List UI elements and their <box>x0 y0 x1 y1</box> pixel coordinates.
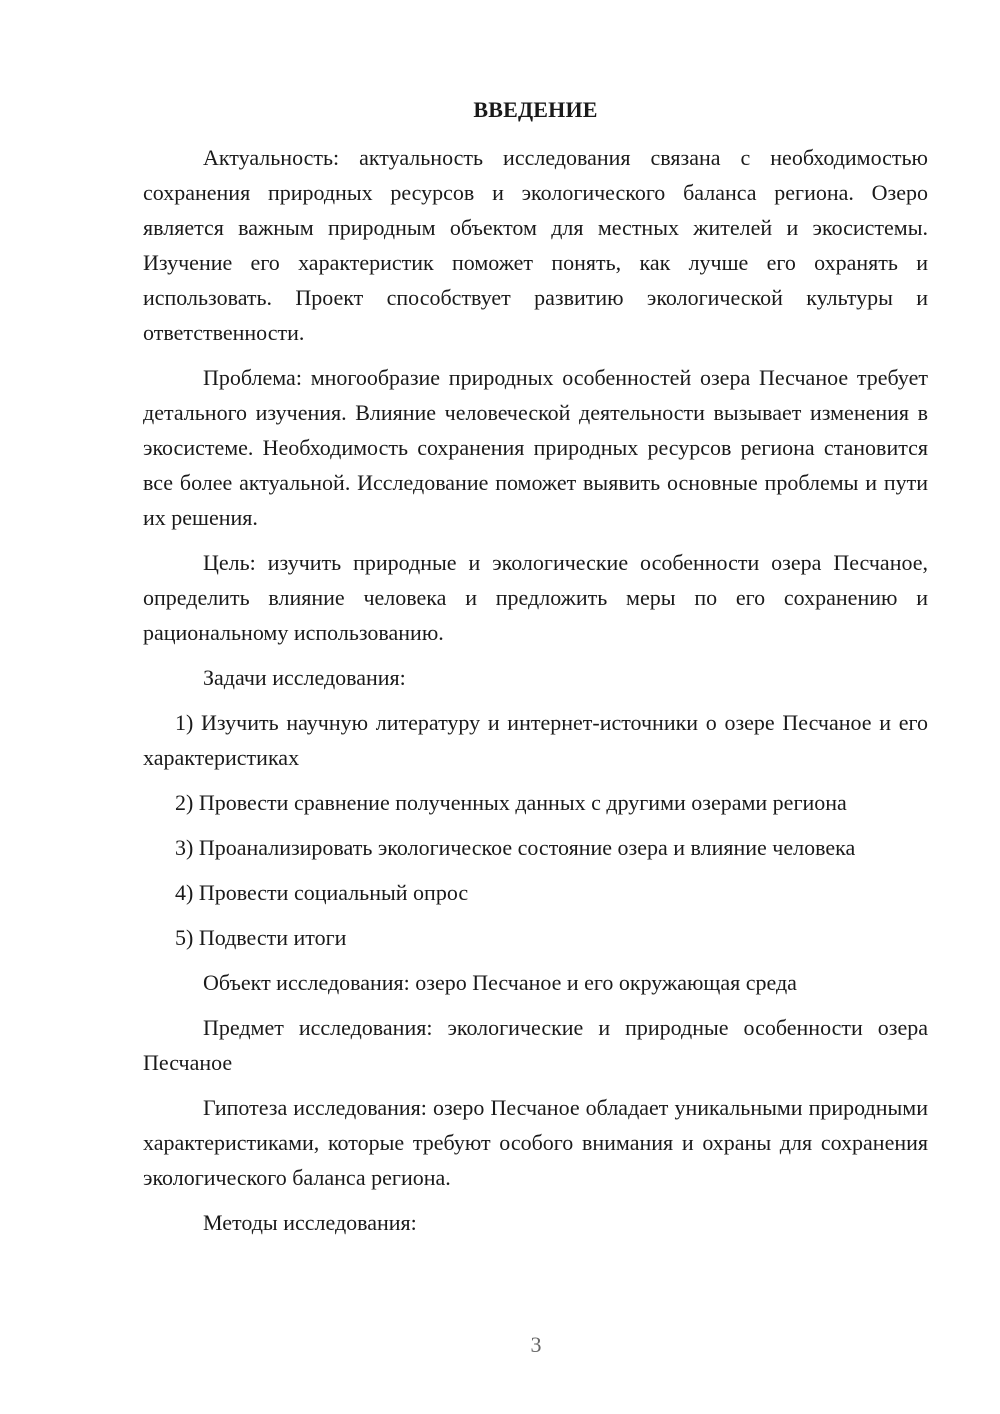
methods-heading: Методы исследования: <box>203 1210 417 1235</box>
list-item: 5) Подвести итоги <box>175 925 347 950</box>
paragraph-subject: Предмет исследования: экологические и природные особенности озера Песчаное <box>143 1015 928 1075</box>
section-title: ВВЕДЕНИЕ <box>473 97 598 122</box>
paragraph-hypothesis: Гипотеза исследования: озеро Песчаное обладает уникальными природными характеристиками, которые требуют особого внимания и охраны для сохранения экологического баланса региона. <box>143 1095 928 1190</box>
list-item: 1) Изучить научную литературу и интернет-источники о озере Песчаное и его характеристиках <box>143 710 928 770</box>
list-item: 3) Проанализировать экологическое состояние озера и влияние человека <box>175 835 856 860</box>
document-page <box>143 95 928 1250</box>
paragraph-problem: Проблема: многообразие природных особенностей озера Песчаное требует детального изучения. Влияние человеческой деятельности вызывает изменения в экосистеме. Необходимость сохранения природных ресурсов региона становится все более актуальной. Исследование поможет выявить основные проблемы и пути их решения. <box>143 365 928 530</box>
tasks-heading: Задачи исследования: <box>203 665 406 690</box>
list-item: 2) Провести сравнение полученных данных с другими озерами региона <box>175 790 847 815</box>
list-item: 4) Провести социальный опрос <box>175 880 469 905</box>
paragraph-goal: Цель: изучить природные и экологические особенности озера Песчаное, определить влияние человека и предложить меры по его сохранению и рациональному использованию. <box>143 550 928 645</box>
paragraph-relevance: Актуальность: актуальность исследования связана с необходимостью сохранения природных ресурсов и экологического баланса региона. Озеро является важным природным объектом для местных жителей и экосистемы. Изучение его характеристик поможет понять, как лучше его охранять и использовать. Проект способствует развитию экологической культуры и ответственности. <box>143 145 928 345</box>
tasks-list <box>143 705 928 955</box>
paragraph-object: Объект исследования: озеро Песчаное и его окружающая среда <box>203 970 797 995</box>
page-number: 3 <box>530 1332 542 1357</box>
